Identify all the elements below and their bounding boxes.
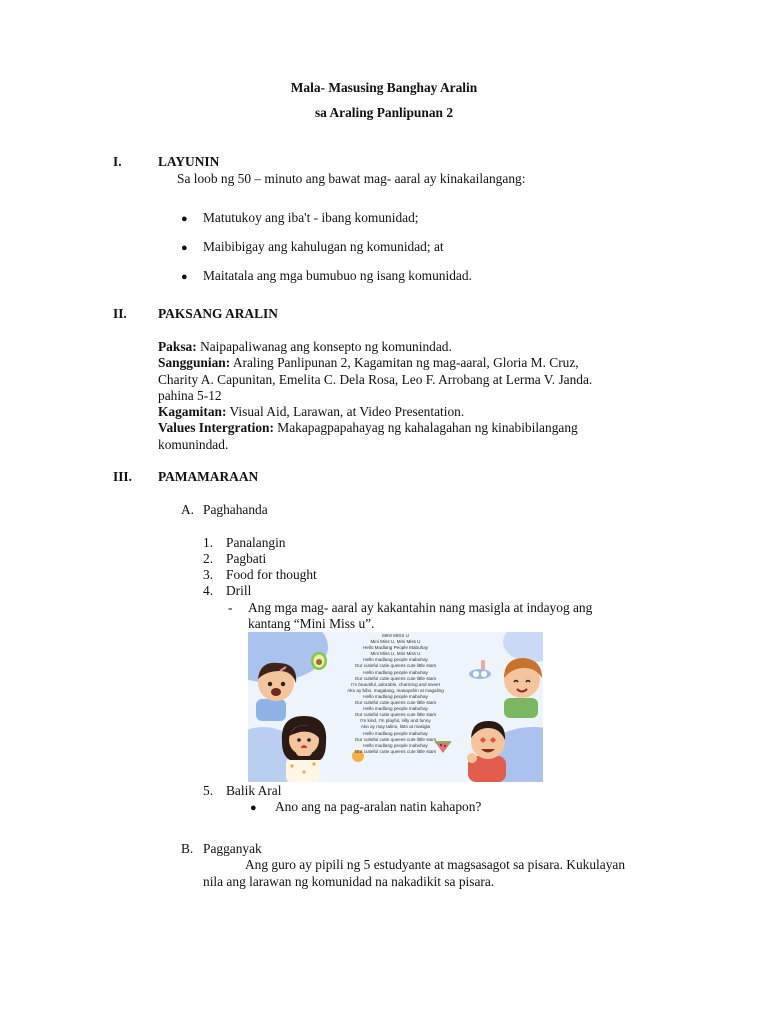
song-lyric-line: Hello madlang people mabuhay — [363, 693, 428, 699]
partA-label: Paghahanda — [203, 502, 268, 517]
paksa-label: Paksa: — [158, 339, 197, 354]
kagamitan-text: Visual Aid, Larawan, at Video Presentation. — [229, 404, 465, 419]
section2-heading: PAKSANG ARALIN — [158, 306, 278, 321]
step-number: 2. — [203, 551, 214, 566]
sanggunian-page: pahina 5-12 — [158, 388, 222, 403]
partA-letter: A. — [181, 502, 195, 517]
song-lyric-line: Hello madlang people mabuhay — [363, 657, 428, 663]
step-number: 4. — [203, 583, 214, 598]
section1-numeral: I. — [113, 154, 122, 169]
drill-text-cont: kantang “Mini Miss u”. — [248, 616, 375, 631]
sanggunian-text: Araling Panlipunan 2, Kagamitan ng mag-aaral, Gloria M. Cruz, — [232, 355, 579, 370]
song-lyric-line: Our cutieful cutie queens cute little stars — [354, 736, 437, 742]
song-title: MINI MISS U — [382, 633, 409, 638]
bullet-icon: ● — [181, 213, 188, 225]
sanggunian-label: Sanggunian: — [158, 355, 231, 370]
values-text-cont: komunindad. — [158, 437, 229, 452]
partB-text-cont: nila ang larawan ng komunidad na nakadikit sa pisara. — [203, 874, 495, 889]
bullet-icon: ● — [181, 271, 188, 283]
song-lyric-line: Ako ay bibo, magalang, masayahin at magaling — [347, 687, 444, 693]
section1-heading: LAYUNIN — [158, 154, 220, 169]
song-lyric-line: Hello madlang people mabuhay — [363, 706, 428, 712]
song-lyric-line: I'm beautiful, adorable, charming and sweet — [351, 681, 440, 687]
bullet-icon: ● — [250, 802, 257, 814]
sanggunian-line — [158, 355, 579, 371]
song-lyrics-image — [248, 632, 543, 782]
step-text: Drill — [226, 583, 252, 598]
step-number: 3. — [203, 567, 214, 582]
step-text: Food for thought — [226, 567, 317, 582]
bullet-icon: ● — [181, 242, 188, 254]
drill-dash: - — [228, 600, 233, 615]
partB-label: Pagganyak — [203, 841, 262, 856]
step5-label: Balik Aral — [226, 783, 282, 798]
values-label: Values Intergration: — [158, 420, 274, 435]
song-lyric-line: Hello madlang people mabuhay — [363, 669, 428, 675]
song-lyric-line: Our cutieful cutie queens cute little stars — [354, 663, 437, 669]
section3-heading: PAMAMARAAN — [158, 469, 259, 484]
section3-numeral: III. — [113, 469, 132, 484]
song-lyric-line: Hello Madlang People Mabuhay — [362, 645, 429, 651]
step-text: Panalangin — [226, 535, 286, 550]
kagamitan-line — [158, 404, 464, 420]
song-lyric-line: Ako ay may talino, listo at masigla — [360, 724, 431, 730]
paksa-text: Naipapaliwanag ang konsepto ng komunindad. — [200, 339, 452, 354]
sanggunian-text-cont: Charity A. Capunitan, Emelita C. Dela Rosa, Leo F. Arrobang at Lerma V. Janda. — [158, 372, 593, 387]
step5-question: Ano ang na pag-aralan natin kahapon? — [275, 799, 482, 814]
song-lyric-line: Hello madlang people mabuhay — [363, 742, 428, 748]
song-lyric-line: Mini Miss U, Mini Miss U — [370, 639, 421, 645]
song-lyric-line: Our cutieful cutie queens cute little stars — [354, 700, 437, 706]
drill-text: Ang mga mag- aaral ay kakantahin nang masigla at indayog ang — [248, 600, 593, 615]
kagamitan-label: Kagamitan: — [158, 404, 227, 419]
song-lyric-line: Our cutieful cutie queens cute little stars — [354, 712, 437, 718]
values-line — [158, 420, 578, 436]
song-lyric-line: Mini Miss U, Mini Miss U — [370, 651, 421, 657]
song-lyric-line: Hello madlang people mabuhay — [363, 730, 428, 736]
partB-letter: B. — [181, 841, 194, 856]
step-number: 1. — [203, 535, 214, 550]
section1-intro: Sa loob ng 50 – minuto ang bawat mag- aaral ay kinakailangang: — [177, 171, 526, 186]
song-lyric-line: I'm kind, I'm playful, silly and funny — [360, 718, 431, 724]
document-subtitle: sa Araling Panlipunan 2 — [314, 105, 454, 120]
step-text: Pagbati — [226, 551, 267, 566]
partB-text: Ang guro ay pipili ng 5 estudyante at magsasagot sa pisara. Kukulayan — [245, 857, 626, 872]
section2-numeral: II. — [113, 306, 127, 321]
step-number: 5. — [203, 783, 214, 798]
objective-item: Maitatala ang mga bumubuo ng isang komunidad. — [203, 268, 472, 283]
values-text: Makapagpapahayag ng kahalagahan ng kinabibilangang — [277, 420, 578, 435]
song-lyric-line: Our cutieful cutie queens cute little stars — [354, 748, 437, 754]
song-lyrics — [248, 633, 543, 755]
paksa-line — [158, 339, 452, 355]
song-lyric-line: Our cutieful cutie queens cute little stars — [354, 675, 437, 681]
document-title: Mala- Masusing Banghay Aralin — [290, 80, 478, 95]
objective-item: Matutukoy ang iba't - ibang komunidad; — [203, 210, 419, 225]
objective-item: Maibibigay ang kahulugan ng komunidad; at — [203, 239, 444, 254]
